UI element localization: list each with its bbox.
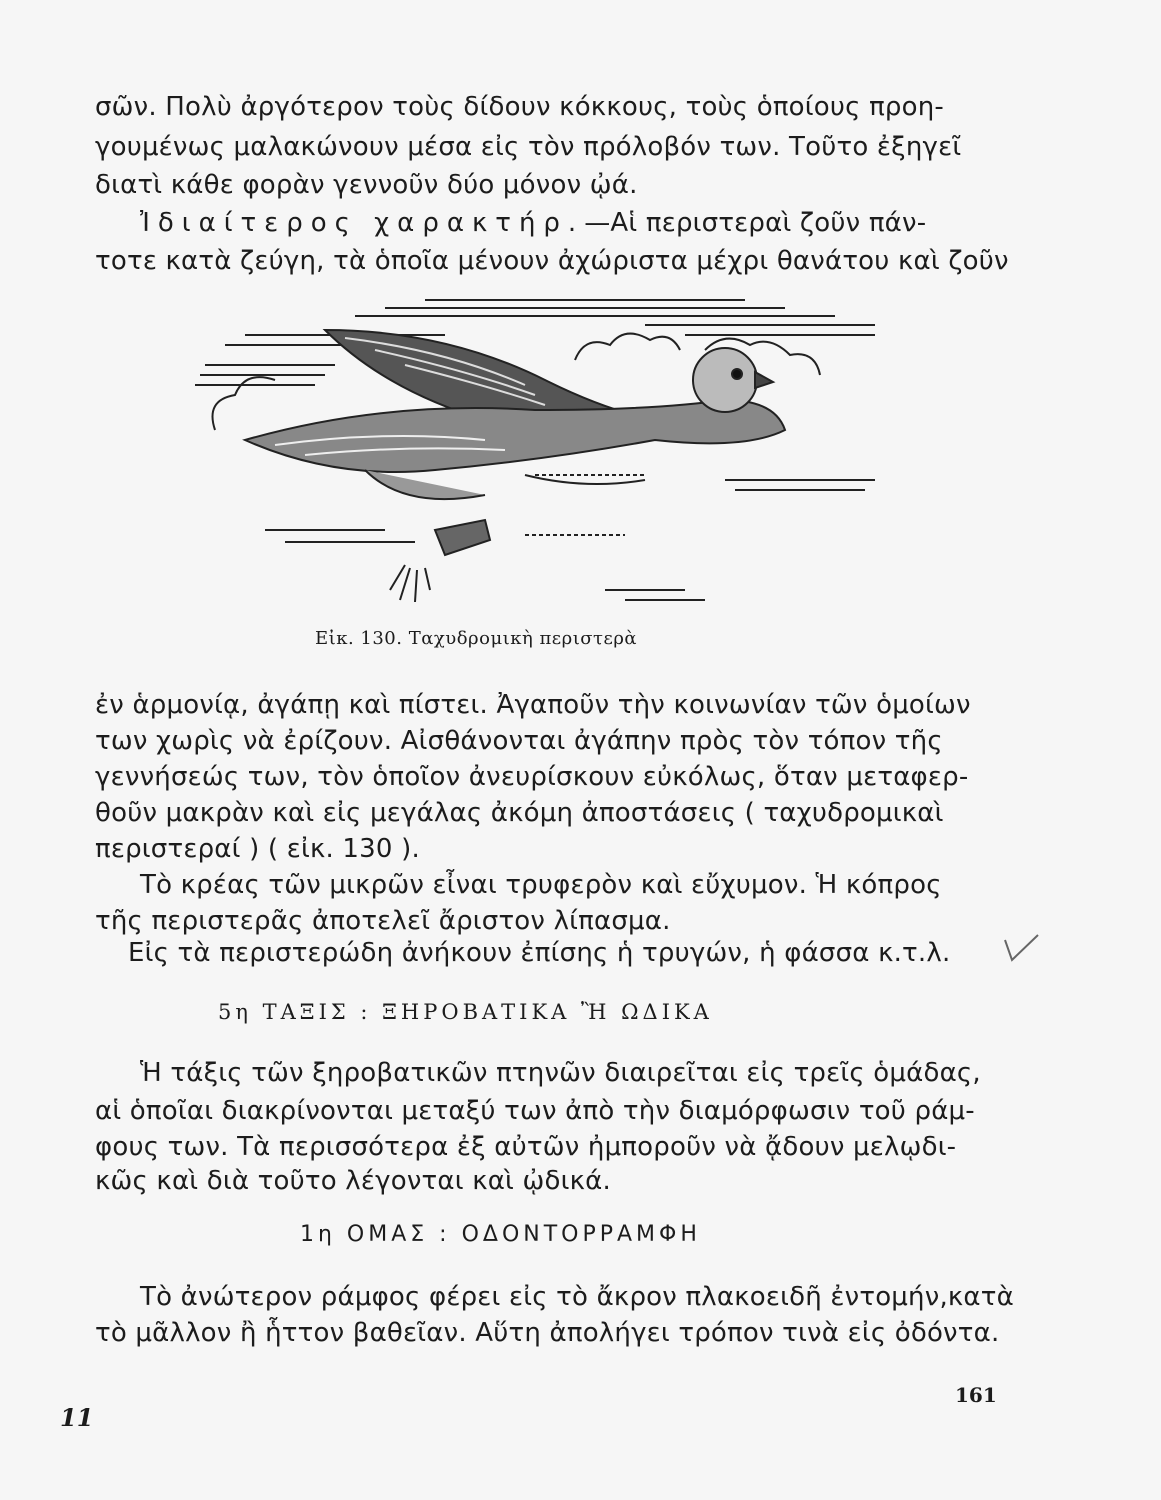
group-line-1: Τὸ ἀνώτερον ράμφος φέρει εἰς τὸ ἄκρον πλακοειδῆ ἐντομήν,κατὰ — [140, 1282, 1014, 1312]
group-heading: 1η ΟΜΑΣ : ΟΔΟΝΤΟΡΡΑΜΦΗ — [300, 1222, 701, 1247]
meat-line-2: τῆς περιστερᾶς ἀποτελεῖ ἄριστον λίπασμα. — [95, 906, 671, 936]
section-line-2: αἱ ὁποῖαι διακρίνονται μεταξύ των ἀπὸ τὴν διαμόρφωσιν τοῦ ράμ- — [95, 1096, 975, 1126]
group-line-2: τὸ μᾶλλον ἢ ἧττον βαθεῖαν. Αὕτη ἀπολήγει τρόπον τινὰ εἰς ὀδόντα. — [95, 1318, 1000, 1348]
characteristic-paragraph — [140, 204, 1040, 242]
section-heading: 5η ΤΑΞΙΣ : ΞΗΡΟΒΑΤΙΚΑ Ἢ ΩΔΙΚΑ — [218, 1000, 713, 1024]
characteristic-text: —Αἱ περιστεραὶ ζοῦν πάν- — [584, 208, 927, 238]
section-line-1: Ἡ τάξις τῶν ξηροβατικῶν πτηνῶν διαιρεῖται εἰς τρεῖς ὁμάδας, — [140, 1058, 981, 1088]
pigeon-illustration — [185, 290, 885, 620]
text-line-1: σῶν. Πολὺ ἀργότερον τοὺς δίδουν κόκκους, τοὺς ὁποίους προη- — [95, 92, 944, 122]
meat-line-1: Τὸ κρέας τῶν μικρῶν εἶναι τρυφερὸν καὶ εὔχυμον. Ἡ κόπρος — [140, 870, 942, 900]
after-line-4: θοῦν μακρὰν καὶ εἰς μεγάλας ἀκόμη ἀποστάσεις ( ταχυδρομικαὶ — [95, 798, 944, 828]
section-line-4: κῶς καὶ διὰ τοῦτο λέγονται καὶ ᾠδικά. — [95, 1166, 611, 1196]
characteristic-line-2: τοτε κατὰ ζεύγη, τὰ ὁποῖα μένουν ἀχώριστα μέχρι θανάτου καὶ ζοῦν — [95, 246, 1009, 276]
page-number: 161 — [955, 1383, 997, 1407]
includes-line: Εἰς τὰ περιστερώδη ἀνήκουν ἐπίσης ἡ τρυγών, ἡ φάσσα κ.τ.λ. — [128, 938, 951, 968]
characteristic-title: Ἰδιαίτερος χαρακτήρ. — [140, 208, 585, 238]
after-line-3: γεννήσεώς των, τὸν ὁποῖον ἀνευρίσκουν εὐκόλως, ὅταν μεταφερ- — [95, 762, 969, 792]
after-line-5: περιστεραί ) ( εἰκ. 130 ). — [95, 834, 420, 864]
pencil-check-mark — [1000, 930, 1050, 970]
figure-caption: Εἰκ. 130. Ταχυδρομικὴ περιστερὰ — [315, 628, 638, 649]
after-line-2: των χωρὶς νὰ ἐρίζουν. Αἰσθάνονται ἀγάπην πρὸς τὸν τόπον τῆς — [95, 726, 943, 756]
after-line-1: ἐν ἁρμονίᾳ, ἀγάπῃ καὶ πίστει. Ἀγαποῦν τὴν κοινωνίαν τῶν ὁμοίων — [95, 690, 971, 720]
section-line-3: φους των. Τὰ περισσότερα ἐξ αὐτῶν ἠμποροῦν νὰ ᾄδουν μελῳδι- — [95, 1132, 957, 1162]
text-line-3: διατὶ κάθε φορὰν γεννοῦν δύο μόνον ᾠά. — [95, 170, 638, 200]
text-line-2: γουμένως μαλακώνουν μέσα εἰς τὸν πρόλοβόν των. Τοῦτο ἐξηγεῖ — [95, 132, 962, 162]
signature-mark: 11 — [60, 1403, 94, 1432]
